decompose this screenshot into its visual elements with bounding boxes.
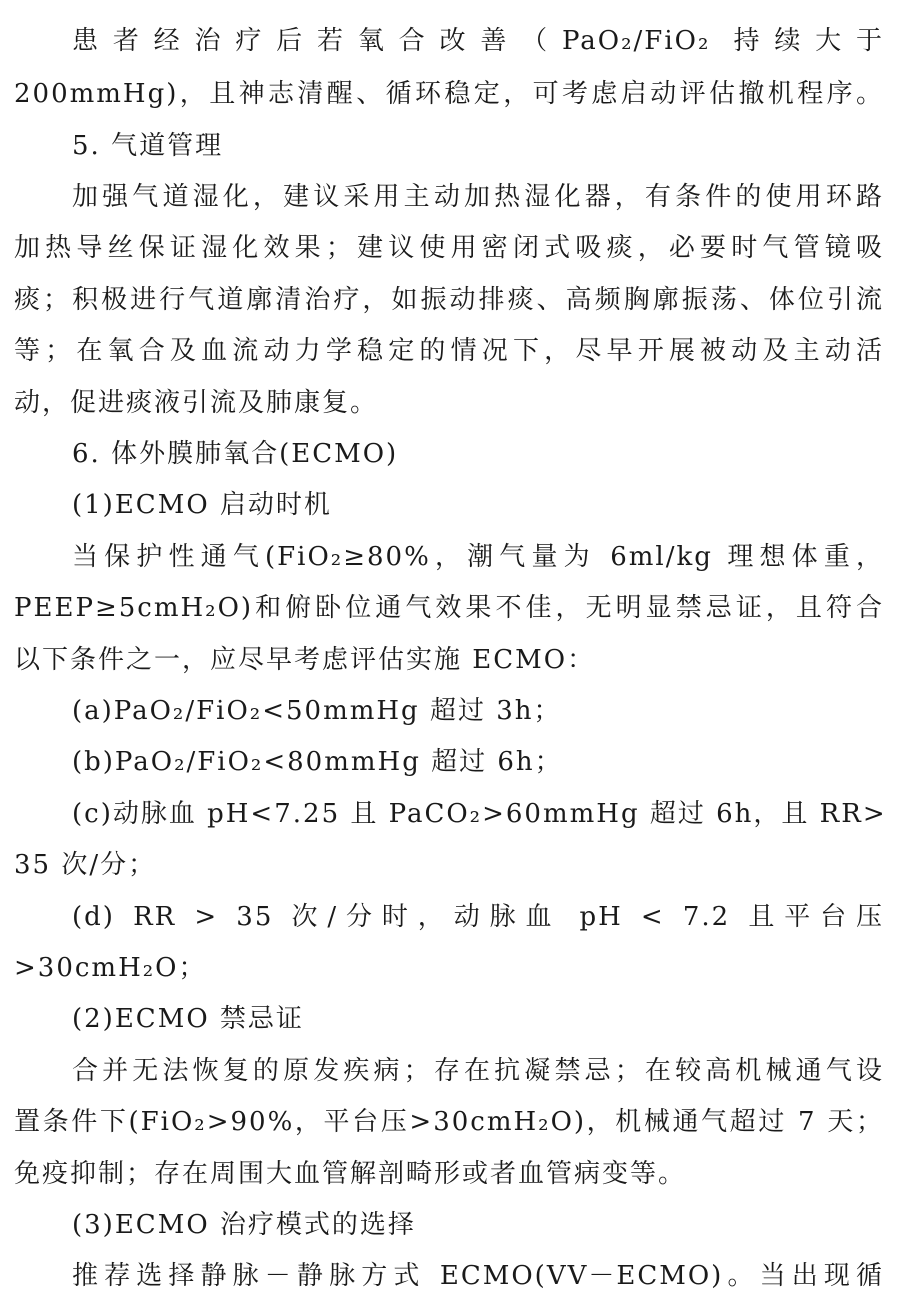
list-item: (a)PaO₂/FiO₂<50mmHg 超过 3h；: [72, 696, 562, 726]
paragraph-line: 等；在氧合及血流动力学稳定的情况下，尽早开展被动及主动活: [14, 336, 884, 366]
list-item-continuation: >30cmH₂O；: [14, 953, 207, 983]
paragraph-line: 以下条件之一，应尽早考虑评估实施 ECMO：: [14, 645, 596, 675]
paragraph-line: PEEP≥5cmH₂O)和俯卧位通气效果不佳，无明显禁忌证，且符合: [14, 593, 884, 623]
list-item: (c)动脉血 pH<7.25 且 PaCO₂>60mmHg 超过 6h，且 RR>: [72, 799, 887, 829]
paragraph-line: 合并无法恢复的原发疾病；存在抗凝禁忌；在较高机械通气设: [72, 1056, 884, 1086]
subsection-heading: (3)ECMO 治疗模式的选择: [72, 1210, 416, 1240]
list-item: (b)PaO₂/FiO₂<80mmHg 超过 6h；: [72, 747, 563, 777]
paragraph-line: 患者经治疗后若氧合改善（PaO₂/FiO₂ 持续大于: [72, 26, 884, 56]
paragraph-line: 免疫抑制；存在周围大血管解剖畸形或者血管病变等。: [14, 1159, 687, 1189]
paragraph-line: 加强气道湿化，建议采用主动加热湿化器，有条件的使用环路: [72, 182, 884, 212]
subsection-heading: (2)ECMO 禁忌证: [72, 1004, 304, 1034]
subsection-heading: (1)ECMO 启动时机: [72, 490, 332, 520]
paragraph-line: 置条件下(FiO₂>90%，平台压>30cmH₂O)，机械通气超过 7 天；: [14, 1107, 884, 1137]
paragraph-line: 加热导丝保证湿化效果；建议使用密闭式吸痰，必要时气管镜吸: [14, 233, 884, 263]
paragraph-line: 动，促进痰液引流及肺康复。: [14, 388, 379, 418]
list-item-continuation: 35 次/分；: [14, 850, 157, 880]
paragraph-line: 痰；积极进行气道廓清治疗，如振动排痰、高频胸廓振荡、体位引流: [14, 285, 884, 315]
section-heading: 5. 气道管理: [72, 131, 224, 161]
list-item: (d) RR > 35 次/分时，动脉血 pH < 7.2 且平台压: [72, 902, 884, 932]
paragraph-line: 推荐选择静脉－静脉方式 ECMO(VV－ECMO)。当出现循: [72, 1261, 884, 1291]
section-heading: 6. 体外膜肺氧合(ECMO): [72, 439, 399, 469]
paragraph-line: 200mmHg)，且神志清醒、循环稳定，可考虑启动评估撤机程序。: [14, 79, 884, 109]
paragraph-line: 当保护性通气(FiO₂≥80%，潮气量为 6ml/kg 理想体重，: [72, 542, 884, 572]
